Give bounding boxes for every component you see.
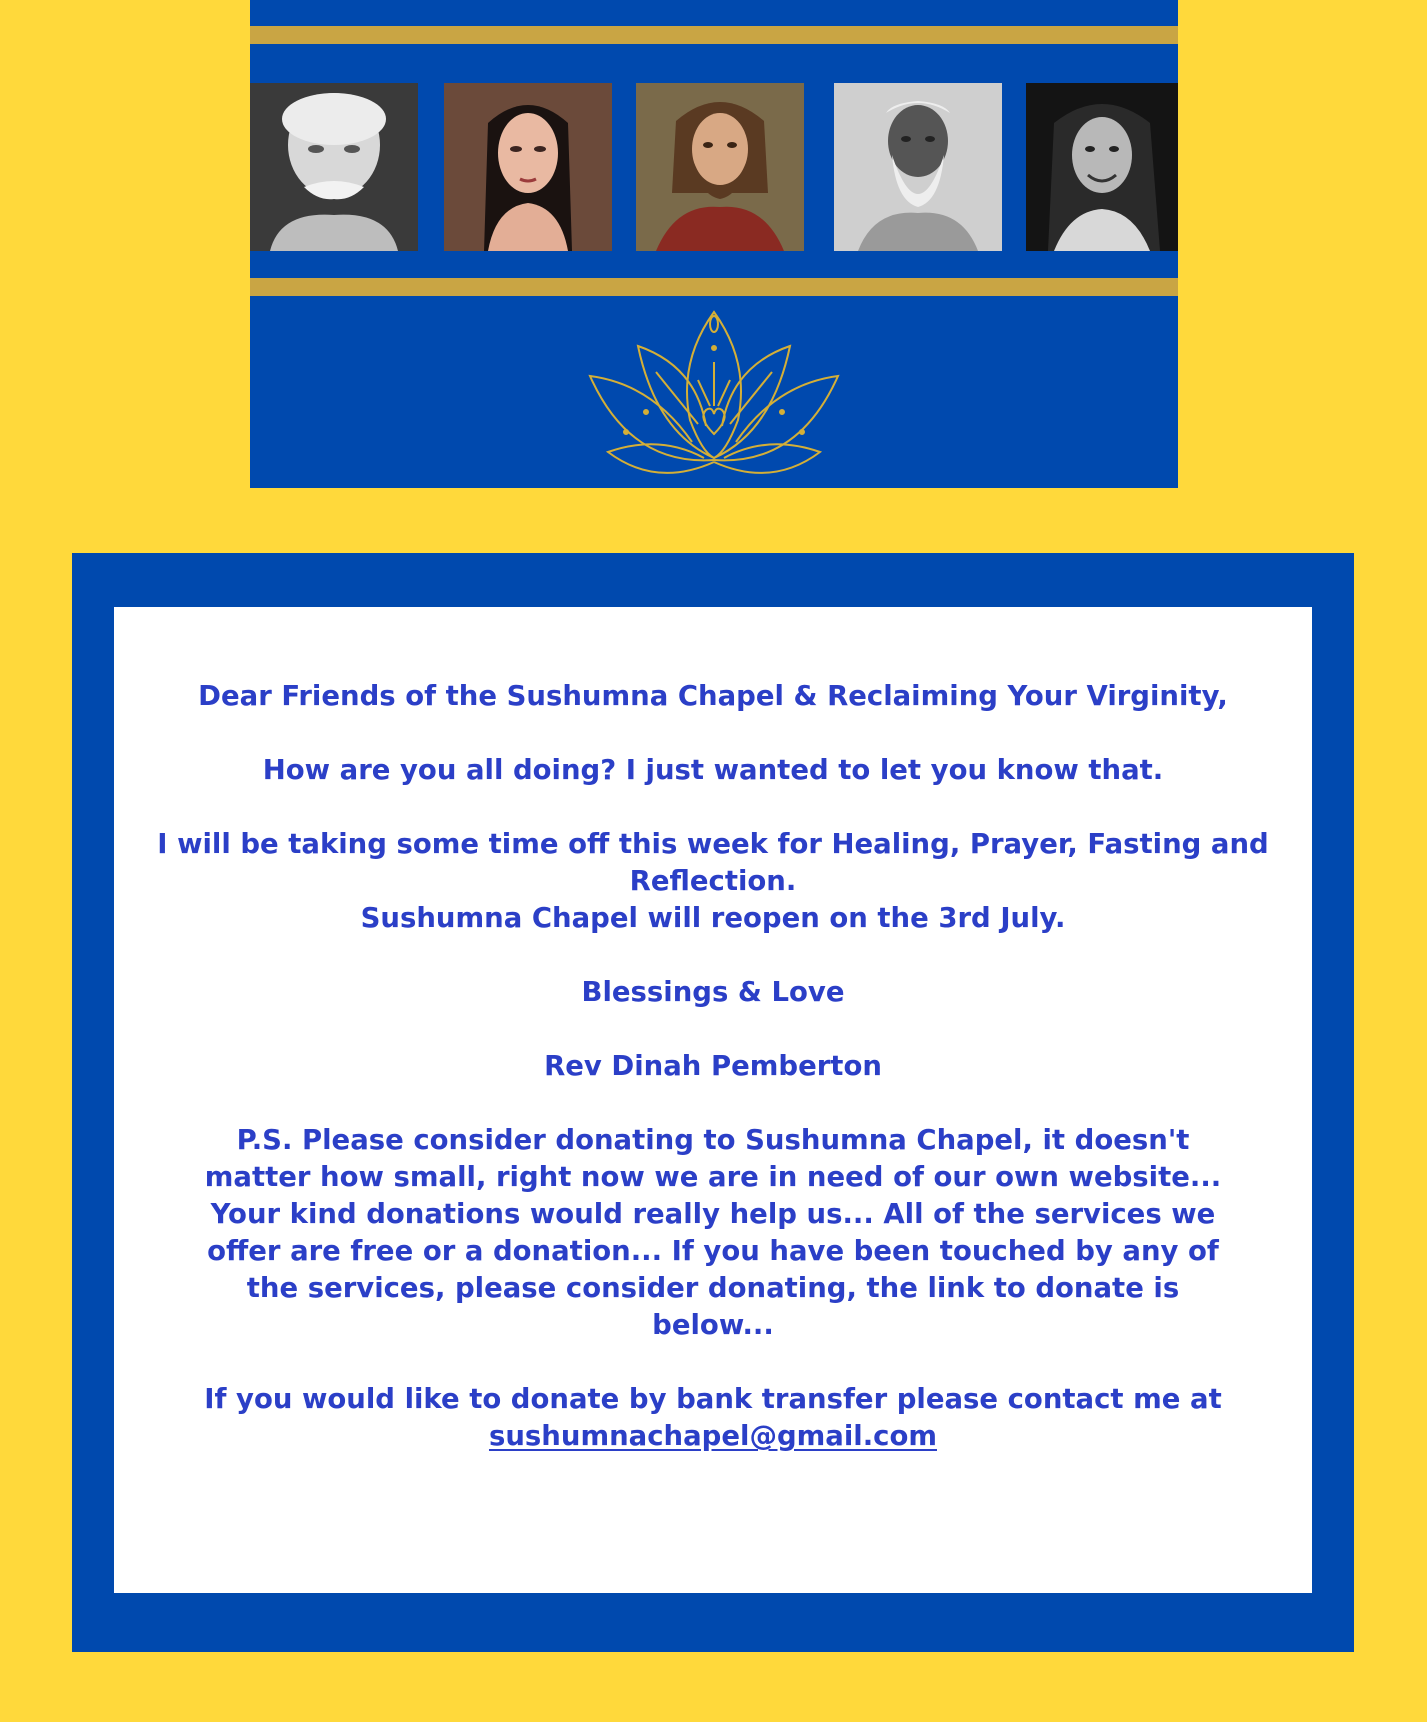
portrait-bearded-man-icon <box>636 83 804 251</box>
gold-stripe-top <box>250 26 1178 44</box>
letter-frame <box>72 553 1354 1652</box>
letter-line-3: Sushumna Chapel will reopen on the 3rd July. <box>360 902 1066 934</box>
lotus-icon <box>586 302 842 488</box>
email-link-line <box>154 1418 1272 1455</box>
letter-signature: Rev Dinah Pemberton <box>544 1050 882 1082</box>
header-banner <box>250 0 1178 488</box>
portrait-elder-bald-icon <box>250 83 418 251</box>
portrait-woman-long-hair-icon <box>444 83 612 251</box>
letter-closing: Blessings & Love <box>581 976 845 1008</box>
letter-bank-transfer: If you would like to donate by bank transfer please contact me at <box>204 1383 1222 1415</box>
letter-line-2: I will be taking some time off this week for Healing, Prayer, Fasting and Reflection. <box>157 828 1269 897</box>
portrait-white-bearded-elder-icon <box>834 83 1002 251</box>
letter-greeting: Dear Friends of the Sushumna Chapel & Reclaiming Your Virginity, <box>198 680 1228 712</box>
letter-line-1: How are you all doing? I just wanted to let you know that. <box>262 754 1164 786</box>
gold-stripe-bottom <box>250 278 1178 296</box>
email-link[interactable]: sushumnachapel@gmail.com <box>488 1420 937 1452</box>
letter-postscript: P.S. Please consider donating to Sushumna Chapel, it doesn't matter how small, right now we are in need of our own website... Your kind donations would really help us... All of the services we offer are free or a donation... If you have been touched by any of the services, please consider donating, the link to donate is below... <box>204 1124 1222 1341</box>
portrait-smiling-long-hair-icon <box>1026 83 1178 251</box>
letter-card <box>114 607 1312 1593</box>
